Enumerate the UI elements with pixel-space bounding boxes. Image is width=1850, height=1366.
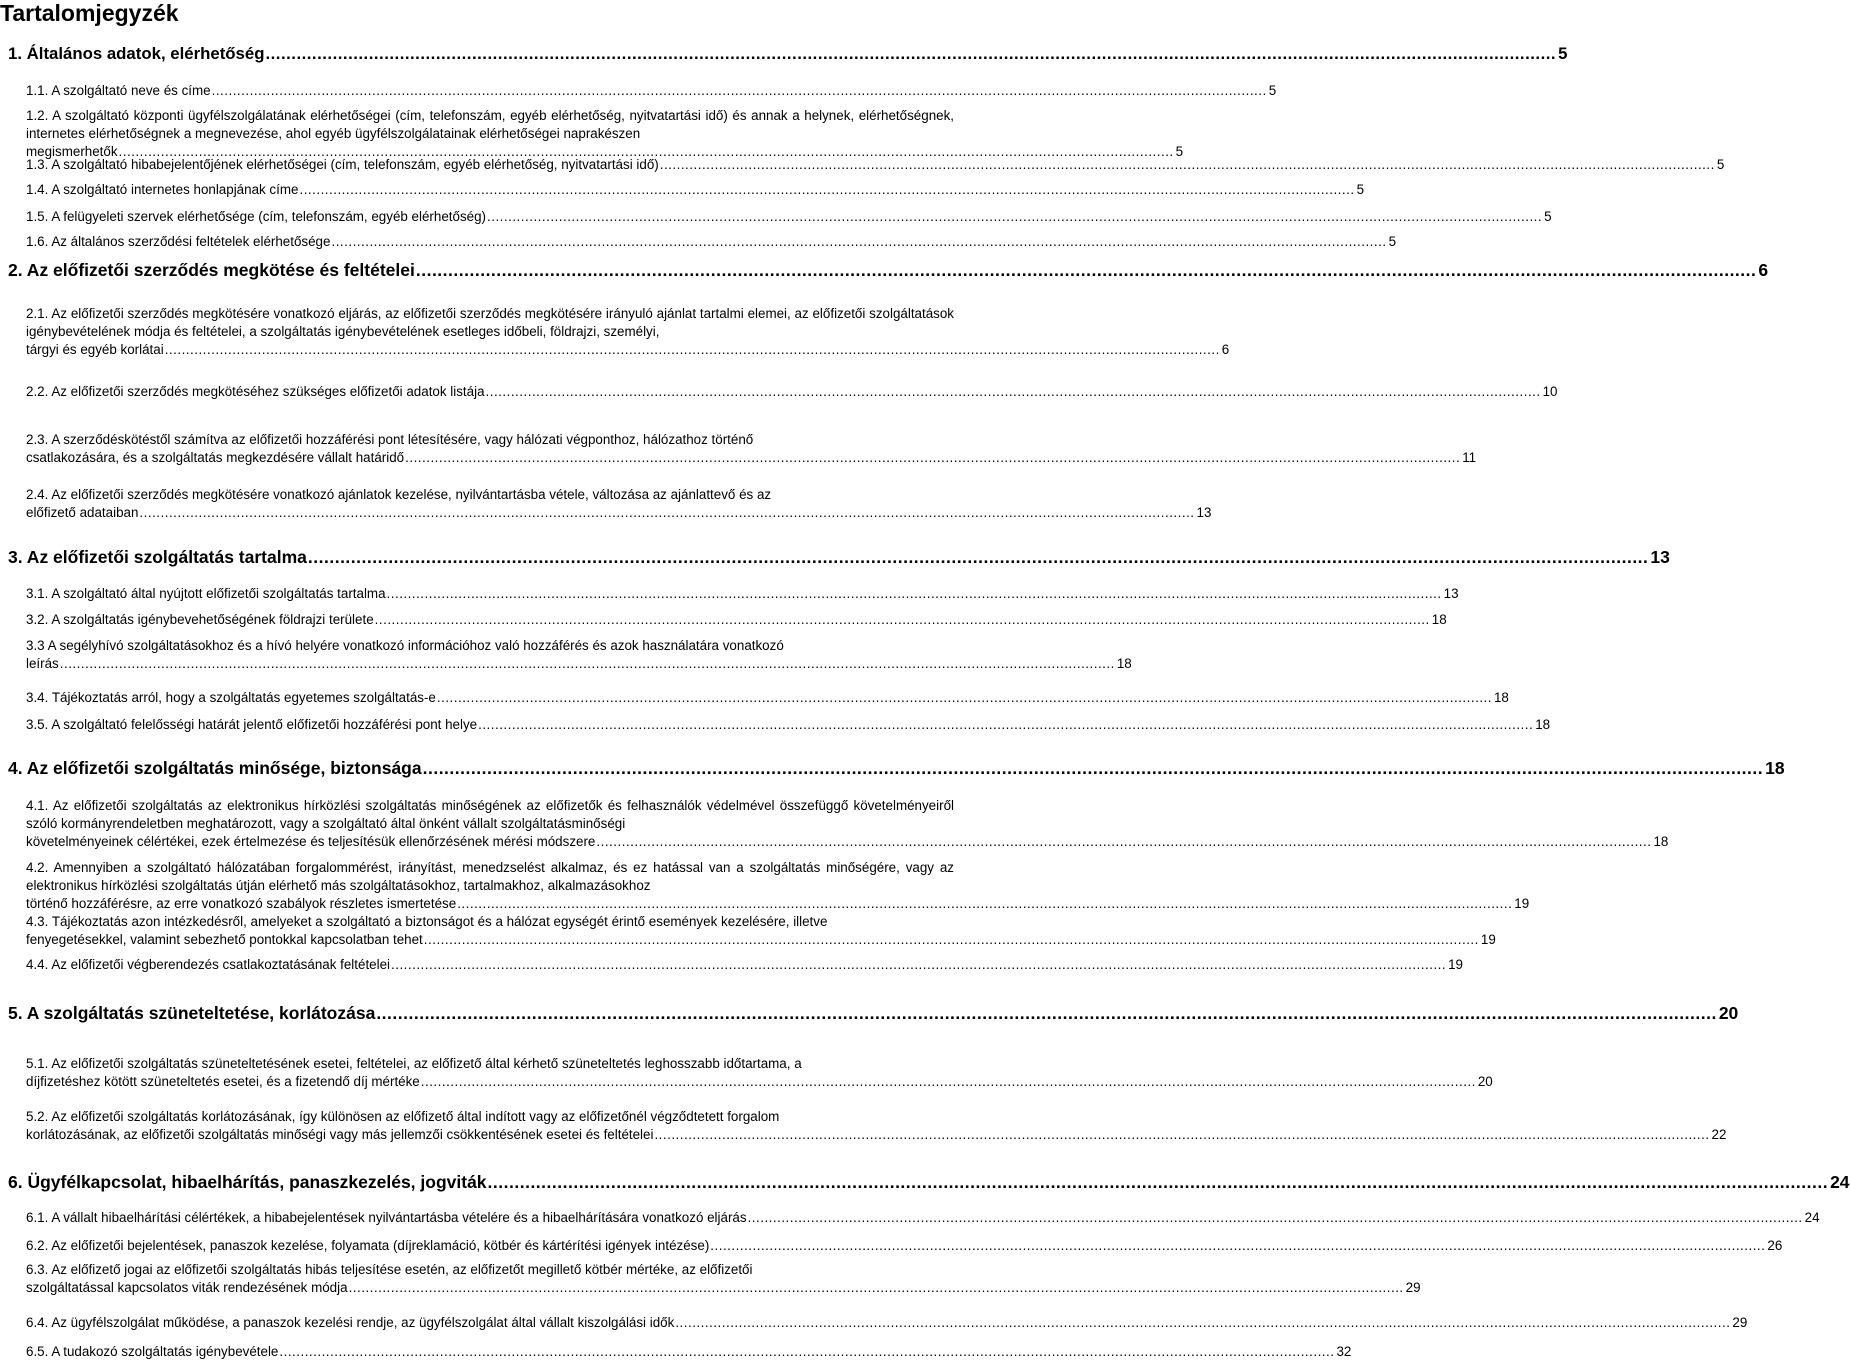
dot-leader: .......................................................................................................................................................................................................................................................... — [279, 1344, 1335, 1359]
toc-entry-title: 2. Az előfizetői szerződés megkötése és feltételei — [8, 260, 415, 280]
toc-entry-title: leírás — [26, 655, 59, 671]
page-number: 11 — [1462, 449, 1477, 465]
toc-entry[interactable] — [26, 1237, 1783, 1255]
page-number: 5 — [1558, 44, 1568, 63]
toc-entry[interactable] — [26, 716, 1551, 734]
toc-entry[interactable] — [26, 107, 1184, 160]
toc-entry-title: 6.2. Az előfizetői bejelentések, panaszok kezelése, folyamata (díjreklamáció, kötbér és kártérítési igények intézése) — [26, 1238, 710, 1253]
toc-entry-title: 1.4. A szolgáltató internetes honlapjának címe — [26, 182, 299, 197]
toc-entry-title: 1.5. A felügyeleti szervek elérhetősége (cím, telefonszám, egyéb elérhetőség) — [26, 209, 487, 224]
dot-leader: .......................................................................................................................................................................................................................................................... — [659, 157, 1715, 172]
toc-entry-title: 3.2. A szolgáltatás igénybevehetőségének földrajzi területe — [26, 612, 374, 627]
page-number: 5 — [1388, 234, 1397, 249]
toc-entry[interactable] — [26, 689, 1509, 707]
toc-entry-title: 1. Általános adatok, elérhetőség — [8, 44, 265, 63]
page-number: 19 — [1480, 931, 1496, 947]
dot-leader: .......................................................................................................................................................................................................................................................... — [654, 1126, 1710, 1142]
toc-heading[interactable] — [8, 546, 1670, 568]
toc-entry-title: 4. Az előfizetői szolgáltatás minősége, biztonsága — [8, 758, 422, 778]
dot-leader: .......................................................................................................................................................................................................................................................... — [331, 234, 1387, 249]
page-number: 29 — [1732, 1315, 1748, 1330]
toc-entry-text: 5.1. Az előfizetői szolgáltatás szüneteltetésének esetei, feltételei, az előfizető által kérhető szüneteltetés leghosszabb időtartama, a — [26, 1056, 802, 1071]
dot-leader: .......................................................................................................................................................................................................................................................... — [374, 612, 1430, 627]
toc-entry-text: 4.2. Amennyiben a szolgáltató hálózatában forgalommérést, irányítást, menedzselést alkalmaz, és ez hatással van a szolgáltatás minőségére, vagy az elektronikus hírközlési szolgáltatás útján elérhető más szolgáltatásokhoz, tartalmakhoz, alkalmazásokhoz — [26, 860, 954, 893]
dot-leader: .......................................................................................................................................................................................................................................................... — [457, 895, 1513, 911]
page-number: 18 — [1431, 612, 1447, 627]
toc-entry[interactable] — [26, 1261, 1421, 1297]
page-number: 18 — [1493, 690, 1509, 705]
toc-entry-text: 2.1. Az előfizetői szerződés megkötésére vonatkozó eljárás, az előfizetői szerződés megkötésére irányuló ajánlat tartalmi elemei, az előfizetői szolgáltatások igénybevételének módja és feltételei, a szolgáltatás igénybevételének esetleges időbeli, földrajzi, személyi, — [26, 306, 954, 339]
dot-leader: .......................................................................................................................................................................................................................................................... — [265, 44, 1557, 63]
dot-leader: .......................................................................................................................................................................................................................................................... — [487, 1172, 1829, 1192]
toc-entry-text: 6.3. Az előfizető jogai az előfizetői szolgáltatás hibás teljesítése esetén, az előfizetőt megillető kötbér mértéke, az előfizetői — [26, 1262, 753, 1277]
dot-leader: .......................................................................................................................................................................................................................................................... — [420, 1073, 1476, 1089]
page-number: 18 — [1535, 717, 1551, 732]
toc-entry-title: 1.1. A szolgáltató neve és címe — [26, 83, 211, 98]
toc-entry[interactable] — [26, 1209, 1820, 1227]
dot-leader: .......................................................................................................................................................................................................................................................... — [118, 143, 1174, 159]
toc-entry-title: 6.5. A tudakozó szolgáltatás igénybevétele — [26, 1344, 279, 1359]
toc-entry[interactable] — [26, 181, 1365, 199]
toc-entry-title: 3. Az előfizetői szolgáltatás tartalma — [8, 547, 307, 567]
toc-entry-text: 4.3. Tájékoztatás azon intézkedésről, amelyeket a szolgáltató a biztonságot és a hálózat egységét érintő események kezelésére, illetve — [26, 914, 828, 929]
toc-entry[interactable] — [26, 1055, 1493, 1091]
dot-leader: .......................................................................................................................................................................................................................................................... — [596, 833, 1652, 849]
toc-entry[interactable] — [26, 208, 1552, 226]
toc-entry[interactable] — [26, 233, 1397, 251]
toc-entry-text: 4.1. Az előfizetői szolgáltatás az elektronikus hírközlési szolgáltatás minőségének az előfizetők és felhasználók védelmével összefüggő követelményeiről szóló kormányrendeletben meghatározott, vagy a szolgáltató által önként vállalt szolgáltatásminőségi — [26, 798, 954, 831]
dot-leader: .......................................................................................................................................................................................................................................................... — [299, 182, 1355, 197]
dot-leader: .......................................................................................................................................................................................................................................................... — [307, 547, 1649, 567]
toc-entry[interactable] — [26, 611, 1447, 629]
toc-entry[interactable] — [26, 797, 1669, 850]
page-number: 18 — [1653, 833, 1669, 849]
dot-leader: .......................................................................................................................................................................................................................................................... — [710, 1238, 1766, 1253]
toc-entry[interactable] — [26, 486, 1212, 522]
dot-leader: .......................................................................................................................................................................................................................................................... — [675, 1315, 1731, 1330]
toc-entry-title: 2.2. Az előfizetői szerződés megkötéséhez szükséges előfizetői adatok listája — [26, 384, 485, 399]
page-number: 6 — [1221, 341, 1230, 357]
page-number: 13 — [1650, 547, 1670, 567]
toc-entry-text: 2.4. Az előfizetői szerződés megkötésére vonatkozó ajánlatok kezelése, nyilvántartásba vétele, változása az ajánlattevő és az — [26, 487, 772, 502]
page-number: 18 — [1765, 758, 1785, 778]
dot-leader: .......................................................................................................................................................................................................................................................... — [139, 504, 1195, 520]
toc-entry-title: fenyegetésekkel, valamint sebezhető pontokkal kapcsolatban tehet — [26, 931, 423, 947]
dot-leader: .......................................................................................................................................................................................................................................................... — [164, 341, 1220, 357]
page-number: 5 — [1268, 83, 1277, 98]
toc-entry-title: előfizető adataiban — [26, 504, 139, 520]
dot-leader: .......................................................................................................................................................................................................................................................... — [391, 957, 1447, 972]
page-number: 20 — [1718, 1003, 1739, 1023]
toc-entry[interactable] — [26, 637, 1132, 673]
toc-entry-title: 3.1. A szolgáltató által nyújtott előfizetői szolgáltatás tartalma — [26, 586, 386, 601]
toc-entry[interactable] — [26, 305, 1230, 358]
dot-leader: .......................................................................................................................................................................................................................................................... — [747, 1210, 1803, 1225]
toc-heading[interactable] — [8, 259, 1769, 281]
page-number: 32 — [1336, 1344, 1352, 1359]
toc-entry-title: 4.4. Az előfizetői végberendezés csatlakoztatásának feltételei — [26, 957, 391, 972]
dot-leader: .......................................................................................................................................................................................................................................................... — [405, 449, 1461, 465]
page-number: 18 — [1116, 655, 1132, 671]
toc-entry[interactable] — [26, 431, 1477, 467]
page-number: 24 — [1830, 1172, 1850, 1192]
toc-entry[interactable] — [26, 82, 1277, 100]
toc-heading[interactable] — [8, 1002, 1739, 1024]
page-title: Tartalomjegyzék — [0, 0, 179, 26]
page-number: 13 — [1443, 586, 1459, 601]
toc-entry-title: díjfizetéshez kötött szüneteltetés esetei, és a fizetendő díj mértéke — [26, 1073, 420, 1089]
page-number: 5 — [1716, 157, 1725, 172]
toc-entry-title: 6. Ügyfélkapcsolat, hibaelhárítás, panaszkezelés, jogviták — [8, 1172, 487, 1192]
toc-entry-title: 6.1. A vállalt hibaelhárítási célértékek, a hibabejelentések nyilvántartásba vételére és a hibaelhárítására vonatkozó eljárás — [26, 1210, 747, 1225]
toc-entry[interactable] — [26, 956, 1464, 974]
toc-entry-title: történő hozzáférésre, az erre vonatkozó szabályok részletes ismertetése — [26, 895, 457, 911]
toc-entry[interactable] — [26, 156, 1725, 174]
toc-entry[interactable] — [26, 1343, 1352, 1361]
page-number: 19 — [1448, 957, 1464, 972]
dot-leader: .......................................................................................................................................................................................................................................................... — [348, 1279, 1404, 1295]
page-number: 10 — [1542, 384, 1558, 399]
toc-heading[interactable] — [8, 43, 1568, 65]
page-number: 5 — [1356, 182, 1365, 197]
page-number: 5 — [1175, 143, 1184, 159]
toc-entry-title: tárgyi és egyéb korlátai — [26, 341, 164, 357]
dot-leader: .......................................................................................................................................................................................................................................................... — [423, 931, 1479, 947]
dot-leader: .......................................................................................................................................................................................................................................................... — [415, 260, 1757, 280]
toc-entry-title: követelményeinek célértékei, ezek értelmezése és teljesítésük ellenőrzésének mérési módszere — [26, 833, 596, 849]
dot-leader: .......................................................................................................................................................................................................................................................... — [59, 655, 1115, 671]
dot-leader: .......................................................................................................................................................................................................................................................... — [422, 758, 1764, 778]
page-number: 29 — [1405, 1279, 1421, 1295]
dot-leader: .......................................................................................................................................................................................................................................................... — [478, 717, 1534, 732]
toc-entry[interactable] — [26, 913, 1496, 949]
toc-entry-title: korlátozásának, az előfizetői szolgáltatás minőségi vagy más jellemzői csökkentésének esetei és feltételei — [26, 1126, 654, 1142]
toc-heading[interactable] — [8, 1171, 1850, 1193]
toc-entry-title: szolgáltatással kapcsolatos viták rendezésének módja — [26, 1279, 348, 1295]
toc-entry-title: csatlakozására, és a szolgáltatás megkezdésére vállalt határidő — [26, 449, 405, 465]
toc-entry-title: megismerhetők — [26, 143, 118, 159]
page-number: 24 — [1804, 1210, 1820, 1225]
page-number: 22 — [1711, 1126, 1727, 1142]
toc-entry-title: 5. A szolgáltatás szüneteltetése, korlátozása — [8, 1003, 376, 1023]
toc-entry[interactable] — [26, 859, 1530, 912]
toc-heading[interactable] — [8, 757, 1785, 779]
dot-leader: .......................................................................................................................................................................................................................................................... — [436, 690, 1492, 705]
toc-entry-text: 1.2. A szolgáltató központi ügyfélszolgálatának elérhetőségei (cím, telefonszám, egyéb elérhetőség, nyitvatartási idő) és annak a helynek, elérhetőségnek, internetes elérhetőségnek a megnevezése, ahol egyéb ügyfélszolgálatainak elérhetőségei naprakészen — [26, 108, 954, 141]
toc-entry-title: 3.4. Tájékoztatás arról, hogy a szolgáltatás egyetemes szolgáltatás-e — [26, 690, 436, 705]
page-number: 6 — [1758, 260, 1769, 280]
dot-leader: .......................................................................................................................................................................................................................................................... — [386, 586, 1442, 601]
toc-entry[interactable] — [26, 1314, 1748, 1332]
toc-entry-text: 3.3 A segélyhívó szolgáltatásokhoz és a hívó helyére vonatkozó információhoz való hozzáférés és azok használatára vonatkozó — [26, 638, 784, 653]
page-number: 20 — [1477, 1073, 1493, 1089]
page-number: 26 — [1767, 1238, 1783, 1253]
page-number: 13 — [1196, 504, 1212, 520]
toc-entry-text: 2.3. A szerződéskötéstől számítva az előfizetői hozzáférési pont létesítésére, vagy hálózati végponthoz, hálózathoz történő — [26, 432, 754, 447]
page-number: 5 — [1544, 209, 1552, 224]
toc-entry-title: 1.3. A szolgáltató hibabejelentőjének elérhetőségei (cím, telefonszám, egyéb elérhetőség, nyitvatartási idő) — [26, 157, 659, 172]
toc-entry-title: 1.6. Az általános szerződési feltételek elérhetősége — [26, 234, 331, 249]
toc-entry-text: 5.2. Az előfizetői szolgáltatás korlátozásának, így különösen az előfizető által indított vagy az előfizetőnél végződtetett forgalom — [26, 1109, 780, 1124]
toc-entry[interactable] — [26, 585, 1459, 603]
page-number: 19 — [1514, 895, 1530, 911]
dot-leader: .......................................................................................................................................................................................................................................................... — [487, 209, 1543, 224]
toc-entry[interactable] — [26, 1108, 1727, 1144]
toc-entry[interactable] — [26, 383, 1558, 401]
dot-leader: .......................................................................................................................................................................................................................................................... — [211, 83, 1267, 98]
toc-entry-title: 3.5. A szolgáltató felelősségi határát jelentő előfizetői hozzáférési pont helye — [26, 717, 478, 732]
dot-leader: .......................................................................................................................................................................................................................................................... — [485, 384, 1541, 399]
dot-leader: .......................................................................................................................................................................................................................................................... — [376, 1003, 1717, 1023]
toc-entry-title: 6.4. Az ügyfélszolgálat működése, a panaszok kezelési rendje, az ügyfélszolgálat által vállalt kiszolgálási idők — [26, 1315, 675, 1330]
